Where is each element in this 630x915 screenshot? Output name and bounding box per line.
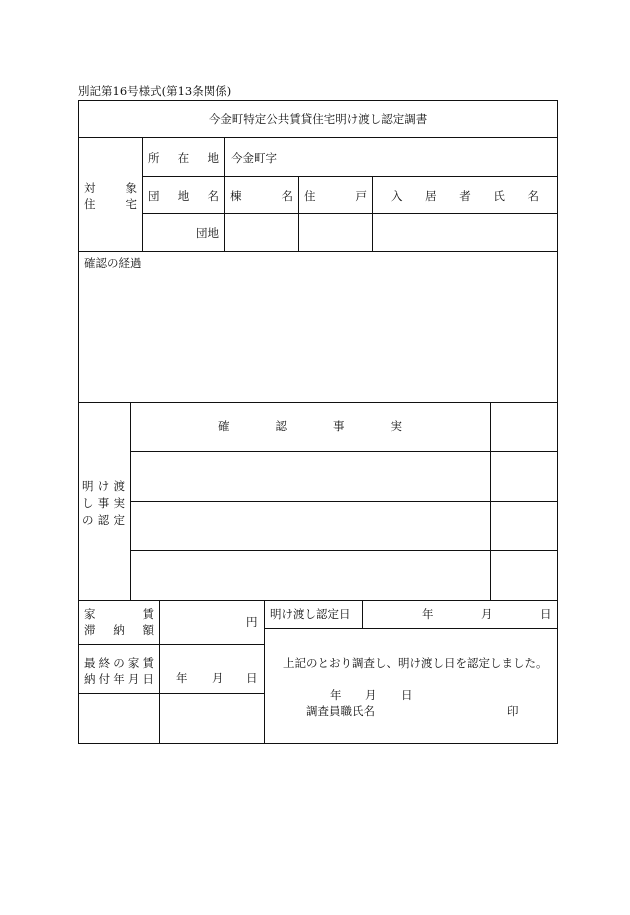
rule-facts-header-bottom xyxy=(130,451,558,452)
vacate-recognition-line1: 明 け 渡 xyxy=(82,479,125,493)
rule-vacate-date-bottom xyxy=(264,628,558,629)
rule-arrears-bottom xyxy=(78,644,264,645)
rule-recognition-label-right xyxy=(130,402,131,600)
rule-facts-row1-bottom xyxy=(130,501,558,502)
resident-name-label: 入 居 者 氏 名 xyxy=(391,189,539,203)
target-housing-label xyxy=(84,180,137,212)
seal-mark: 印 xyxy=(507,704,519,718)
form-number-note: 別記第16号様式(第13条関係) xyxy=(78,84,232,98)
complex-name-label: 団 地 名 xyxy=(148,189,219,203)
rule-recognition-bottom xyxy=(78,600,558,601)
rule-location-bottom xyxy=(142,176,558,177)
vacate-date-month: 月 xyxy=(481,607,493,621)
rule-vacate-label-right xyxy=(362,600,363,628)
rule-housing-col1-right xyxy=(224,137,225,251)
rule-bottom-label-right xyxy=(159,600,160,744)
target-housing-label-line1: 対 象 xyxy=(84,181,137,195)
rule-last-payment-bottom xyxy=(78,693,264,694)
building-name-label: 棟 名 xyxy=(230,189,293,203)
form-title: 今金町特定公共賃貸住宅明け渡し認定調書 xyxy=(208,112,428,126)
location-label: 所 在 地 xyxy=(148,151,219,165)
vacate-date-label: 明け渡し認定日 xyxy=(270,607,351,621)
rule-housing-bottom xyxy=(78,251,558,252)
last-payment-year: 年 xyxy=(176,671,188,685)
vacate-date-year: 年 xyxy=(422,607,434,621)
location-value: 今金町字 xyxy=(231,151,277,165)
vacate-date-day: 日 xyxy=(540,607,552,621)
last-payment-month: 月 xyxy=(212,671,224,685)
rent-arrears-label-line2: 滞 納 額 xyxy=(84,623,154,637)
rule-history-bottom xyxy=(78,402,558,403)
rule-housing-col2-right xyxy=(298,176,299,251)
statement-year: 年 xyxy=(330,688,342,702)
vacate-recognition-line2: し 事 実 xyxy=(82,496,125,510)
target-housing-label-line2: 住 宅 xyxy=(84,197,137,211)
rent-arrears-label-line1: 家 賃 xyxy=(84,607,154,621)
rule-facts-right xyxy=(490,402,491,600)
last-payment-label xyxy=(84,655,154,687)
statement-day: 日 xyxy=(401,688,413,702)
rule-title-bottom xyxy=(78,137,558,138)
rule-housing-header-bottom xyxy=(142,213,558,214)
last-payment-label-line1: 最 終 の 家 賃 xyxy=(84,656,154,670)
vacate-recognition-label xyxy=(82,478,125,529)
unit-label: 住 戸 xyxy=(304,189,367,203)
complex-suffix: 団地 xyxy=(196,226,219,240)
rent-arrears-label xyxy=(84,606,154,638)
certification-statement: 上記のとおり調査し、明け渡し日を認定しました。 xyxy=(283,656,548,670)
rule-bottom-mid xyxy=(264,600,265,744)
rent-arrears-unit: 円 xyxy=(246,615,258,629)
confirmed-facts-header: 確 認 事 実 xyxy=(218,419,402,433)
statement-month: 月 xyxy=(365,688,377,702)
investigator-label: 調査員職氏名 xyxy=(306,704,375,718)
rule-facts-row2-bottom xyxy=(130,550,558,551)
rule-housing-col3-right xyxy=(372,176,373,251)
last-payment-label-line2: 納 付 年 月 日 xyxy=(84,672,154,686)
vacate-recognition-line3: の 認 定 xyxy=(82,513,125,527)
last-payment-day: 日 xyxy=(246,671,258,685)
confirmation-history-label: 確認の経過 xyxy=(84,256,142,270)
